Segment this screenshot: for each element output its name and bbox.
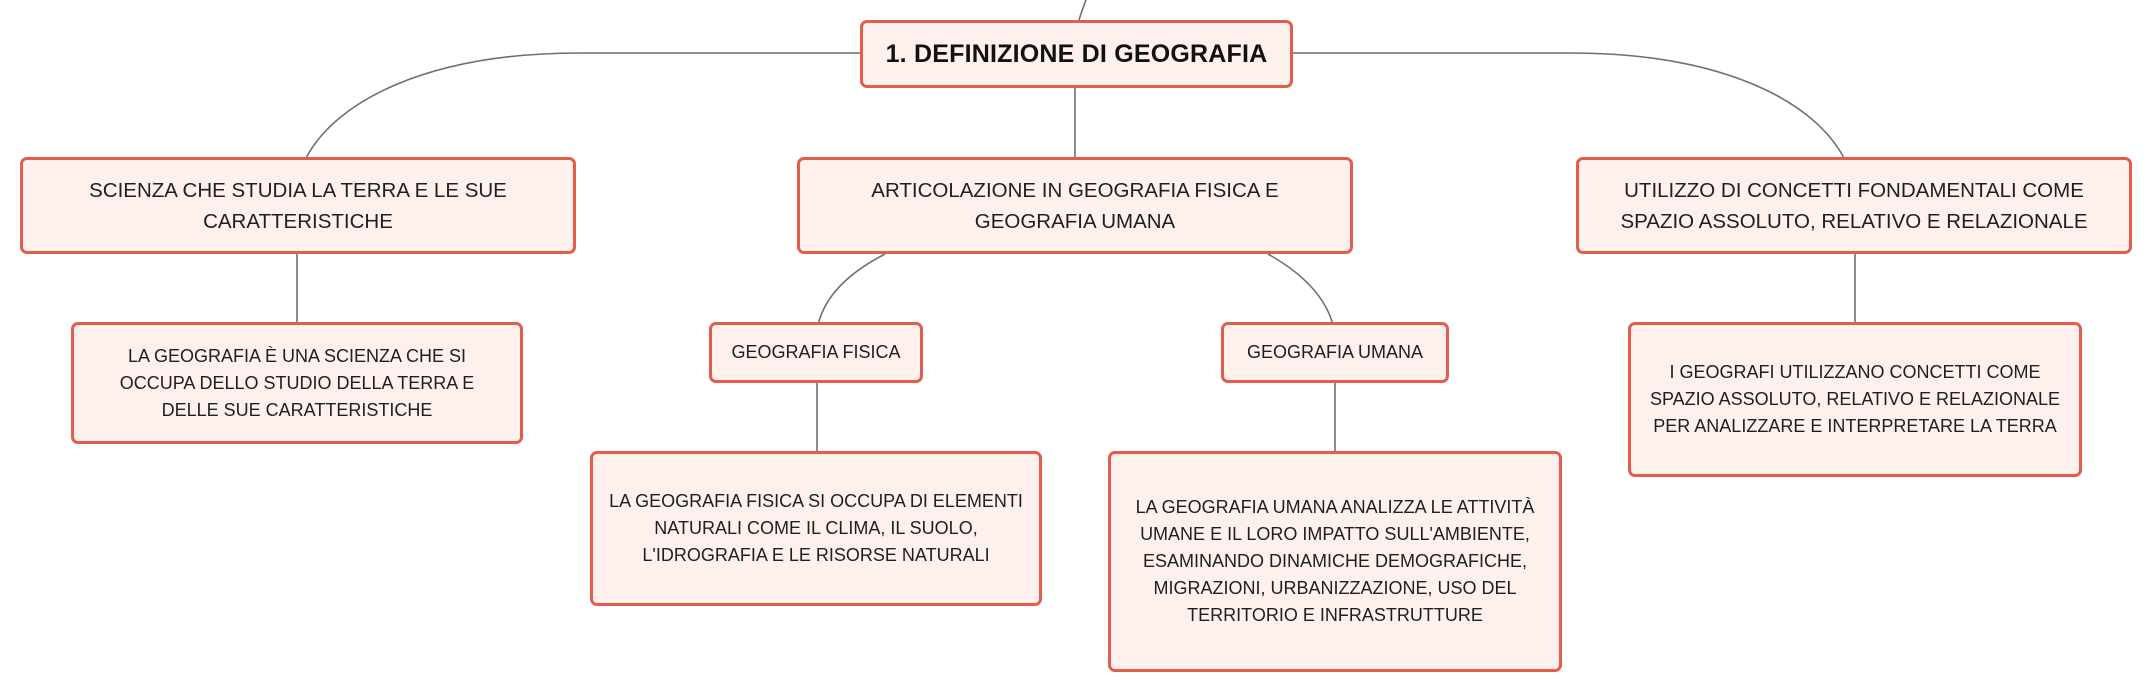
detail-geografia-fisica[interactable] xyxy=(590,451,1042,606)
detail-scienza[interactable] xyxy=(71,322,523,444)
branch-concetti-label: UTILIZZO DI CONCETTI FONDAMENTALI COME SPAZIO ASSOLUTO, RELATIVO E RELAZIONALE xyxy=(1620,178,2088,233)
detail-concetti-text: I GEOGRAFI UTILIZZANO CONCETTI COME SPAZIO ASSOLUTO, RELATIVO E RELAZIONALE PER ANALIZZARE E INTERPRETARE LA TERRA xyxy=(1649,362,2061,436)
connector-branch-2-umana xyxy=(1268,254,1333,325)
detail-geografia-umana[interactable] xyxy=(1108,451,1562,672)
detail-scienza-text: LA GEOGRAFIA È UNA SCIENZA CHE SI OCCUPA DELLO STUDIO DELLA TERRA E DELLE SUE CARATTERISTICHE xyxy=(119,345,475,420)
subtopic-geografia-umana[interactable] xyxy=(1221,322,1449,383)
connector-parent-root xyxy=(1079,0,1086,20)
subtopic-geografia-fisica-label: GEOGRAFIA FISICA xyxy=(731,342,901,362)
detail-concetti[interactable] xyxy=(1628,322,2082,477)
connector-branch-2-fisica xyxy=(818,254,885,325)
subtopic-geografia-umana-label: GEOGRAFIA UMANA xyxy=(1246,342,1424,362)
connector-root-branch-3 xyxy=(1290,53,1845,160)
root-topic[interactable] xyxy=(860,20,1293,88)
branch-articolazione[interactable] xyxy=(797,157,1353,254)
branch-scienza-label: SCIENZA CHE STUDIA LA TERRA E LE SUE CARATTERISTICHE xyxy=(89,178,507,233)
subtopic-geografia-fisica[interactable] xyxy=(709,322,923,383)
branch-articolazione-label: ARTICOLAZIONE IN GEOGRAFIA FISICA E GEOGRAFIA UMANA xyxy=(871,178,1279,233)
branch-concetti[interactable] xyxy=(1576,157,2132,254)
detail-geografia-umana-text: LA GEOGRAFIA UMANA ANALIZZA LE ATTIVITÀ UMANE E IL LORO IMPATTO SULL'AMBIENTE, ESAMINANDO DINAMICHE DEMOGRAFICHE, MIGRAZIONI, URBANIZZAZIONE, USO DEL TERRITORIO E INFRASTRUTTURE xyxy=(1135,497,1535,625)
connector-root-branch-1 xyxy=(305,53,860,160)
detail-geografia-fisica-text: LA GEOGRAFIA FISICA SI OCCUPA DI ELEMENTI NATURALI COME IL CLIMA, IL SUOLO, L'IDROGRAFIA E LE RISORSE NATURALI xyxy=(609,491,1023,565)
branch-scienza[interactable] xyxy=(20,157,576,254)
root-topic-label: 1. DEFINIZIONE DI GEOGRAFIA xyxy=(885,39,1268,68)
